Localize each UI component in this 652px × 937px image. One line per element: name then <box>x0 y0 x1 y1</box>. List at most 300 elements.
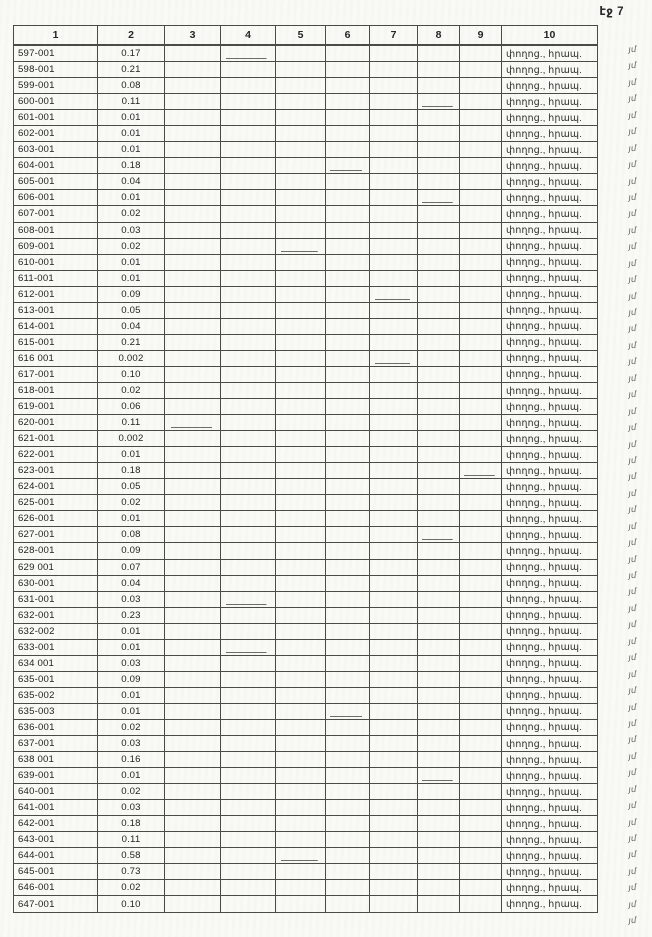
empty-cell <box>370 816 418 832</box>
empty-cell <box>460 45 502 62</box>
empty-cell <box>276 254 326 270</box>
empty-cell <box>276 832 326 848</box>
land-use-note-cell: փողոց., հրապ. <box>502 142 598 158</box>
empty-cell <box>165 784 221 800</box>
empty-cell <box>165 816 221 832</box>
empty-cell <box>276 126 326 142</box>
parcel-id-cell: 632-001 <box>14 607 98 623</box>
empty-cell <box>370 607 418 623</box>
empty-cell <box>326 671 370 687</box>
empty-cell <box>418 174 460 190</box>
empty-cell <box>165 78 221 94</box>
margin-mark: յմ <box>627 521 637 532</box>
empty-cell <box>370 399 418 415</box>
empty-cell <box>370 254 418 270</box>
empty-cell <box>418 655 460 671</box>
margin-mark: յմ <box>627 603 637 614</box>
parcel-id-cell: 618-001 <box>14 382 98 398</box>
table-row <box>14 543 598 559</box>
empty-cell <box>326 687 370 703</box>
empty-cell <box>418 415 460 431</box>
parcel-id-cell: 598-001 <box>14 62 98 78</box>
parcel-id-cell: 620-001 <box>14 415 98 431</box>
parcel-id-cell: 627-001 <box>14 527 98 543</box>
margin-mark: յմ <box>627 899 637 910</box>
empty-cell <box>326 575 370 591</box>
parcel-id-cell: 601-001 <box>14 110 98 126</box>
empty-cell <box>326 222 370 238</box>
empty-cell <box>418 848 460 864</box>
land-use-note-cell: փողոց., հրապ. <box>502 511 598 527</box>
parcel-id-cell: 617-001 <box>14 366 98 382</box>
parcel-id-cell: 597-001 <box>14 45 98 62</box>
empty-cell <box>221 479 276 495</box>
empty-cell <box>221 318 276 334</box>
empty-cell <box>326 431 370 447</box>
empty-cell <box>276 94 326 110</box>
empty-cell <box>221 254 276 270</box>
empty-cell <box>221 463 276 479</box>
table-row <box>14 78 598 94</box>
empty-cell <box>460 832 502 848</box>
empty-cell <box>221 399 276 415</box>
parcel-id-cell: 621-001 <box>14 431 98 447</box>
empty-cell <box>221 238 276 254</box>
table-row <box>14 816 598 832</box>
empty-cell <box>221 110 276 126</box>
parcel-id-cell: 640-001 <box>14 784 98 800</box>
area-value-cell: 0.01 <box>98 511 165 527</box>
empty-cell <box>221 703 276 719</box>
empty-cell <box>326 880 370 896</box>
empty-cell <box>276 415 326 431</box>
empty-cell <box>165 270 221 286</box>
empty-cell <box>418 752 460 768</box>
empty-cell <box>221 623 276 639</box>
table-row <box>14 511 598 527</box>
area-value-cell: 0.10 <box>98 366 165 382</box>
empty-cell <box>370 206 418 222</box>
empty-cell <box>165 174 221 190</box>
parcel-id-cell: 628-001 <box>14 543 98 559</box>
area-value-cell: 0.03 <box>98 736 165 752</box>
area-value-cell: 0.03 <box>98 655 165 671</box>
land-use-note-cell: փողոց., հրապ. <box>502 206 598 222</box>
empty-cell <box>326 832 370 848</box>
margin-mark: յմ <box>627 439 637 450</box>
margin-mark: յմ <box>627 308 637 318</box>
margin-mark: յմ <box>627 291 637 302</box>
empty-cell <box>418 816 460 832</box>
empty-cell <box>418 880 460 896</box>
column-header: 5 <box>276 26 326 46</box>
table-row <box>14 431 598 447</box>
empty-cell <box>326 350 370 366</box>
table-row <box>14 832 598 848</box>
parcel-id-cell: 616 001 <box>14 350 98 366</box>
empty-cell <box>418 543 460 559</box>
empty-cell <box>326 270 370 286</box>
table-row <box>14 318 598 334</box>
table-row <box>14 864 598 880</box>
empty-cell <box>165 671 221 687</box>
area-value-cell: 0.18 <box>98 816 165 832</box>
table-row <box>14 639 598 655</box>
land-use-note-cell: փողոց., հրապ. <box>502 302 598 318</box>
empty-cell <box>276 736 326 752</box>
land-use-note-cell: փողոց., հրապ. <box>502 286 598 302</box>
empty-cell <box>165 736 221 752</box>
margin-mark: յմ <box>627 472 637 483</box>
table-row <box>14 334 598 350</box>
empty-cell <box>370 736 418 752</box>
margin-mark: յմ <box>627 488 637 499</box>
empty-cell <box>460 431 502 447</box>
land-use-note-cell: փողոց., հրապ. <box>502 768 598 784</box>
parcel-id-cell: 619-001 <box>14 399 98 415</box>
table-row <box>14 270 598 286</box>
empty-cell <box>221 382 276 398</box>
margin-mark: յմ <box>627 686 637 697</box>
empty-cell <box>276 431 326 447</box>
empty-cell <box>165 334 221 350</box>
land-use-note-cell: փողոց., հրապ. <box>502 399 598 415</box>
empty-cell <box>326 719 370 735</box>
land-use-note-cell: փողոց., հրապ. <box>502 575 598 591</box>
empty-cell <box>221 62 276 78</box>
area-value-cell: 0.10 <box>98 896 165 912</box>
empty-cell <box>165 591 221 607</box>
empty-cell <box>460 527 502 543</box>
empty-cell <box>221 431 276 447</box>
margin-mark: յմ <box>627 94 637 105</box>
empty-cell <box>418 206 460 222</box>
empty-cell <box>326 174 370 190</box>
empty-cell <box>165 655 221 671</box>
empty-cell <box>165 623 221 639</box>
land-use-note-cell: փողոց., հրապ. <box>502 110 598 126</box>
margin-mark: յմ <box>627 406 637 417</box>
table-row <box>14 158 598 174</box>
empty-cell <box>418 350 460 366</box>
empty-cell <box>370 719 418 735</box>
margin-mark: յմ <box>627 275 637 286</box>
area-value-cell: 0.02 <box>98 784 165 800</box>
parcel-id-cell: 635-002 <box>14 687 98 703</box>
empty-cell <box>276 719 326 735</box>
empty-cell <box>276 848 326 864</box>
empty-cell <box>221 800 276 816</box>
margin-mark: յմ <box>627 455 637 466</box>
empty-cell <box>370 270 418 286</box>
empty-cell <box>370 671 418 687</box>
empty-cell <box>326 158 370 174</box>
empty-cell <box>221 527 276 543</box>
empty-cell <box>460 318 502 334</box>
empty-cell <box>276 768 326 784</box>
land-use-note-cell: փողոց., հրապ. <box>502 415 598 431</box>
empty-cell <box>460 864 502 880</box>
empty-cell <box>460 575 502 591</box>
empty-cell <box>165 142 221 158</box>
empty-cell <box>165 848 221 864</box>
parcel-id-cell: 637-001 <box>14 736 98 752</box>
parcel-id-cell: 600-001 <box>14 94 98 110</box>
empty-cell <box>276 190 326 206</box>
empty-cell <box>418 78 460 94</box>
empty-cell <box>276 864 326 880</box>
parcel-id-cell: 613-001 <box>14 302 98 318</box>
table-row <box>14 607 598 623</box>
empty-cell <box>418 94 460 110</box>
empty-cell <box>221 832 276 848</box>
empty-cell <box>326 110 370 126</box>
empty-cell <box>276 302 326 318</box>
empty-cell <box>418 479 460 495</box>
empty-cell <box>460 752 502 768</box>
area-value-cell: 0.01 <box>98 254 165 270</box>
empty-cell <box>276 575 326 591</box>
empty-cell <box>460 511 502 527</box>
land-use-note-cell: փողոց., հրապ. <box>502 174 598 190</box>
land-use-note-cell: փողոց., հրապ. <box>502 784 598 800</box>
land-use-note-cell: փողոց., հրապ. <box>502 687 598 703</box>
empty-cell <box>221 816 276 832</box>
table-row <box>14 559 598 575</box>
empty-cell <box>460 655 502 671</box>
land-use-note-cell: փողոց., հրապ. <box>502 719 598 735</box>
table-row <box>14 126 598 142</box>
empty-cell <box>418 527 460 543</box>
empty-cell <box>276 559 326 575</box>
empty-cell <box>418 639 460 655</box>
empty-cell <box>418 687 460 703</box>
empty-cell <box>276 752 326 768</box>
empty-cell <box>370 142 418 158</box>
empty-cell <box>276 816 326 832</box>
area-value-cell: 0.23 <box>98 607 165 623</box>
empty-cell <box>460 671 502 687</box>
empty-cell <box>221 222 276 238</box>
empty-cell <box>370 366 418 382</box>
empty-cell <box>370 479 418 495</box>
table-row <box>14 206 598 222</box>
margin-mark: յմ <box>627 554 637 565</box>
empty-cell <box>221 784 276 800</box>
empty-cell <box>370 350 418 366</box>
parcel-id-cell: 604-001 <box>14 158 98 174</box>
parcel-id-cell: 646-001 <box>14 880 98 896</box>
empty-cell <box>221 864 276 880</box>
empty-cell <box>370 575 418 591</box>
empty-cell <box>326 479 370 495</box>
margin-mark: յմ <box>627 718 637 729</box>
empty-cell <box>460 447 502 463</box>
margin-mark: յմ <box>627 110 637 121</box>
area-value-cell: 0.02 <box>98 382 165 398</box>
empty-cell <box>326 527 370 543</box>
table-row <box>14 222 598 238</box>
table-row <box>14 399 598 415</box>
empty-cell <box>370 752 418 768</box>
empty-cell <box>326 591 370 607</box>
margin-mark: յմ <box>627 834 637 844</box>
empty-cell <box>221 270 276 286</box>
empty-cell <box>418 447 460 463</box>
table-row <box>14 752 598 768</box>
empty-cell <box>418 270 460 286</box>
table-row <box>14 575 598 591</box>
empty-cell <box>221 94 276 110</box>
area-value-cell: 0.05 <box>98 479 165 495</box>
area-value-cell: 0.01 <box>98 687 165 703</box>
empty-cell <box>221 719 276 735</box>
margin-mark: յմ <box>627 751 637 762</box>
empty-cell <box>370 126 418 142</box>
table-row <box>14 366 598 382</box>
empty-cell <box>326 94 370 110</box>
table-row <box>14 382 598 398</box>
empty-cell <box>326 206 370 222</box>
empty-cell <box>276 45 326 62</box>
empty-cell <box>460 254 502 270</box>
empty-cell <box>165 511 221 527</box>
margin-mark: յմ <box>627 571 637 581</box>
empty-cell <box>370 318 418 334</box>
land-use-note-cell: փողոց., հրապ. <box>502 559 598 575</box>
empty-cell <box>418 399 460 415</box>
empty-cell <box>418 126 460 142</box>
empty-cell <box>418 784 460 800</box>
empty-cell <box>418 896 460 912</box>
area-value-cell: 0.03 <box>98 800 165 816</box>
empty-cell <box>165 832 221 848</box>
parcel-id-cell: 614-001 <box>14 318 98 334</box>
empty-cell <box>221 286 276 302</box>
land-use-note-cell: փողոց., հրապ. <box>502 527 598 543</box>
empty-cell <box>460 174 502 190</box>
empty-cell <box>326 238 370 254</box>
empty-cell <box>165 415 221 431</box>
empty-cell <box>370 880 418 896</box>
area-value-cell: 0.002 <box>98 350 165 366</box>
empty-cell <box>326 142 370 158</box>
land-use-note-cell: փողոց., հրապ. <box>502 431 598 447</box>
empty-cell <box>221 639 276 655</box>
empty-cell <box>418 511 460 527</box>
empty-cell <box>165 639 221 655</box>
column-header: 8 <box>418 26 460 46</box>
empty-cell <box>276 110 326 126</box>
empty-cell <box>370 158 418 174</box>
empty-cell <box>326 848 370 864</box>
empty-cell <box>221 415 276 431</box>
empty-cell <box>370 94 418 110</box>
area-value-cell: 0.04 <box>98 318 165 334</box>
margin-mark: յմ <box>627 225 637 236</box>
empty-cell <box>418 366 460 382</box>
table-row <box>14 671 598 687</box>
margin-mark: յմ <box>627 160 637 171</box>
column-header: 6 <box>326 26 370 46</box>
parcel-id-cell: 608-001 <box>14 222 98 238</box>
area-value-cell: 0.11 <box>98 94 165 110</box>
margin-mark: յմ <box>627 850 637 861</box>
empty-cell <box>165 719 221 735</box>
empty-cell <box>221 495 276 511</box>
margin-mark: յմ <box>627 768 637 779</box>
empty-cell <box>326 543 370 559</box>
margin-mark: յմ <box>627 143 637 154</box>
empty-cell <box>418 463 460 479</box>
margin-mark: յմ <box>627 883 637 894</box>
empty-cell <box>460 302 502 318</box>
margin-mark: յմ <box>627 620 637 631</box>
empty-cell <box>165 350 221 366</box>
empty-cell <box>276 495 326 511</box>
empty-cell <box>370 110 418 126</box>
parcel-id-cell: 647-001 <box>14 896 98 912</box>
empty-cell <box>165 896 221 912</box>
area-value-cell: 0.05 <box>98 302 165 318</box>
empty-cell <box>221 190 276 206</box>
empty-cell <box>276 591 326 607</box>
margin-mark: յմ <box>627 340 637 351</box>
empty-cell <box>460 126 502 142</box>
margin-mark: յմ <box>627 916 637 927</box>
empty-cell <box>326 399 370 415</box>
area-value-cell: 0.58 <box>98 848 165 864</box>
land-use-note-cell: փողոց., հրապ. <box>502 639 598 655</box>
area-value-cell: 0.09 <box>98 671 165 687</box>
empty-cell <box>276 479 326 495</box>
empty-cell <box>165 607 221 623</box>
area-value-cell: 0.09 <box>98 286 165 302</box>
area-value-cell: 0.002 <box>98 431 165 447</box>
empty-cell <box>418 158 460 174</box>
empty-cell <box>165 447 221 463</box>
margin-mark: յմ <box>627 784 637 795</box>
empty-cell <box>276 174 326 190</box>
area-value-cell: 0.01 <box>98 190 165 206</box>
parcel-id-cell: 609-001 <box>14 238 98 254</box>
empty-cell <box>370 78 418 94</box>
empty-cell <box>326 495 370 511</box>
empty-cell <box>370 864 418 880</box>
table-row <box>14 302 598 318</box>
parcel-id-cell: 605-001 <box>14 174 98 190</box>
empty-cell <box>460 399 502 415</box>
land-use-note-cell: փողոց., հրապ. <box>502 591 598 607</box>
empty-cell <box>460 896 502 912</box>
empty-cell <box>370 174 418 190</box>
empty-cell <box>370 45 418 62</box>
empty-cell <box>276 671 326 687</box>
land-use-note-cell: փողոց., հրապ. <box>502 158 598 174</box>
empty-cell <box>326 511 370 527</box>
empty-cell <box>460 768 502 784</box>
empty-cell <box>460 366 502 382</box>
empty-cell <box>221 687 276 703</box>
table-row <box>14 623 598 639</box>
area-value-cell: 0.02 <box>98 206 165 222</box>
empty-cell <box>326 623 370 639</box>
area-value-cell: 0.18 <box>98 463 165 479</box>
empty-cell <box>460 415 502 431</box>
empty-cell <box>460 382 502 398</box>
table-row <box>14 415 598 431</box>
empty-cell <box>165 45 221 62</box>
